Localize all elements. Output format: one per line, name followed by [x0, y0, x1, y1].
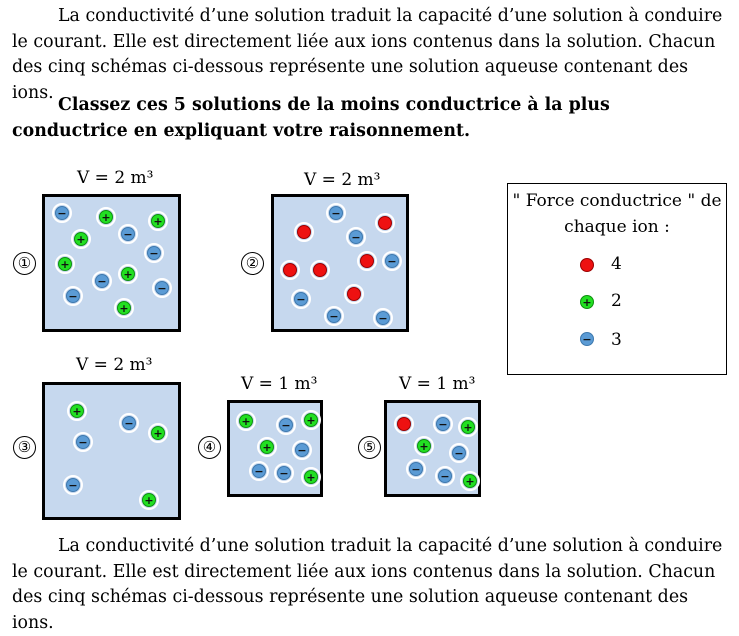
negative-ion: −: [438, 469, 452, 483]
red-ion: [297, 225, 311, 239]
question-paragraph: [12, 93, 727, 144]
red-ion: [360, 254, 374, 268]
legend-box: [507, 183, 727, 375]
positive-ion: +: [239, 414, 253, 428]
schema-3-solution: [42, 382, 181, 520]
schema-2-number: ②: [241, 252, 264, 275]
legend-red-value: 4: [611, 254, 622, 274]
legend-red-ion: [580, 258, 594, 272]
intro-text: La conductivité d’une solution traduit la capacité d’une solution à conduire le courant. Elle est directement liée aux ions contenus dans la solution. Chacun des cinq schémas ci-dessous représente une solution aqueuse contenant des ions.: [12, 6, 723, 103]
positive-ion: +: [117, 301, 131, 315]
schema-3-volume: V = 2 m³: [76, 355, 153, 375]
schema-4-number: ④: [198, 436, 221, 459]
question-text: Classez ces 5 solutions de la moins conductrice à la plus conductrice en expliquant votre raisonnement.: [12, 95, 610, 141]
positive-ion: +: [74, 232, 88, 246]
schema-1-solution: [42, 194, 181, 332]
positive-ion: +: [121, 267, 135, 281]
positive-ion: +: [151, 214, 165, 228]
negative-ion: −: [329, 206, 343, 220]
schema-5-volume: V = 1 m³: [399, 374, 476, 394]
red-ion: [347, 287, 361, 301]
schema-2-volume: V = 2 m³: [304, 170, 381, 190]
schema-2-solution: [271, 194, 409, 332]
red-ion: [378, 216, 392, 230]
schema-3-number: ③: [13, 436, 36, 459]
negative-ion: −: [436, 417, 450, 431]
legend-blue-value: 3: [611, 330, 622, 350]
negative-ion: −: [55, 206, 69, 220]
schema-5-number: ⑤: [358, 436, 381, 459]
positive-ion: +: [58, 257, 72, 271]
red-ion: [313, 263, 327, 277]
negative-ion: −: [294, 292, 308, 306]
negative-ion: −: [279, 418, 293, 432]
negative-ion: −: [66, 289, 80, 303]
positive-ion: +: [151, 426, 165, 440]
schema-1-number: ①: [13, 252, 36, 275]
positive-ion: +: [304, 413, 318, 427]
legend-green-value: 2: [611, 291, 622, 311]
negative-ion: −: [295, 443, 309, 457]
negative-ion: −: [277, 466, 291, 480]
positive-ion: +: [463, 474, 477, 488]
negative-ion: −: [95, 274, 109, 288]
negative-ion: −: [121, 227, 135, 241]
positive-ion: +: [70, 404, 84, 418]
positive-ion: +: [142, 493, 156, 507]
negative-ion: −: [66, 478, 80, 492]
positive-ion: +: [99, 210, 113, 224]
negative-ion: −: [147, 246, 161, 260]
schema-1-volume: V = 2 m³: [77, 168, 154, 188]
legend-blue-ion: −: [580, 332, 594, 346]
negative-ion: −: [385, 254, 399, 268]
intro-paragraph: [12, 4, 727, 106]
red-ion: [283, 263, 297, 277]
legend-title: " Force conductrice " de chaque ion :: [512, 191, 722, 237]
schema-5-solution: [384, 400, 481, 497]
positive-ion: +: [260, 440, 274, 454]
outro-text: La conductivité d’une solution traduit la capacité d’une solution à conduire le courant. Elle est directement liée aux ions contenus dans la solution. Chacun des cinq schémas ci-dessous représente une solution aqueuse contenant des ions.: [12, 536, 723, 633]
negative-ion: −: [409, 462, 423, 476]
negative-ion: −: [122, 416, 136, 430]
negative-ion: −: [76, 435, 90, 449]
negative-ion: −: [155, 281, 169, 295]
positive-ion: +: [304, 470, 318, 484]
legend-green-ion: +: [580, 295, 594, 309]
negative-ion: −: [452, 446, 466, 460]
outro-paragraph: [12, 534, 727, 636]
schema-4-solution: [227, 400, 323, 497]
schema-4-volume: V = 1 m³: [241, 374, 318, 394]
negative-ion: −: [327, 309, 341, 323]
positive-ion: +: [417, 439, 431, 453]
negative-ion: −: [376, 311, 390, 325]
negative-ion: −: [252, 464, 266, 478]
positive-ion: +: [461, 420, 475, 434]
negative-ion: −: [349, 230, 363, 244]
red-ion: [397, 417, 411, 431]
